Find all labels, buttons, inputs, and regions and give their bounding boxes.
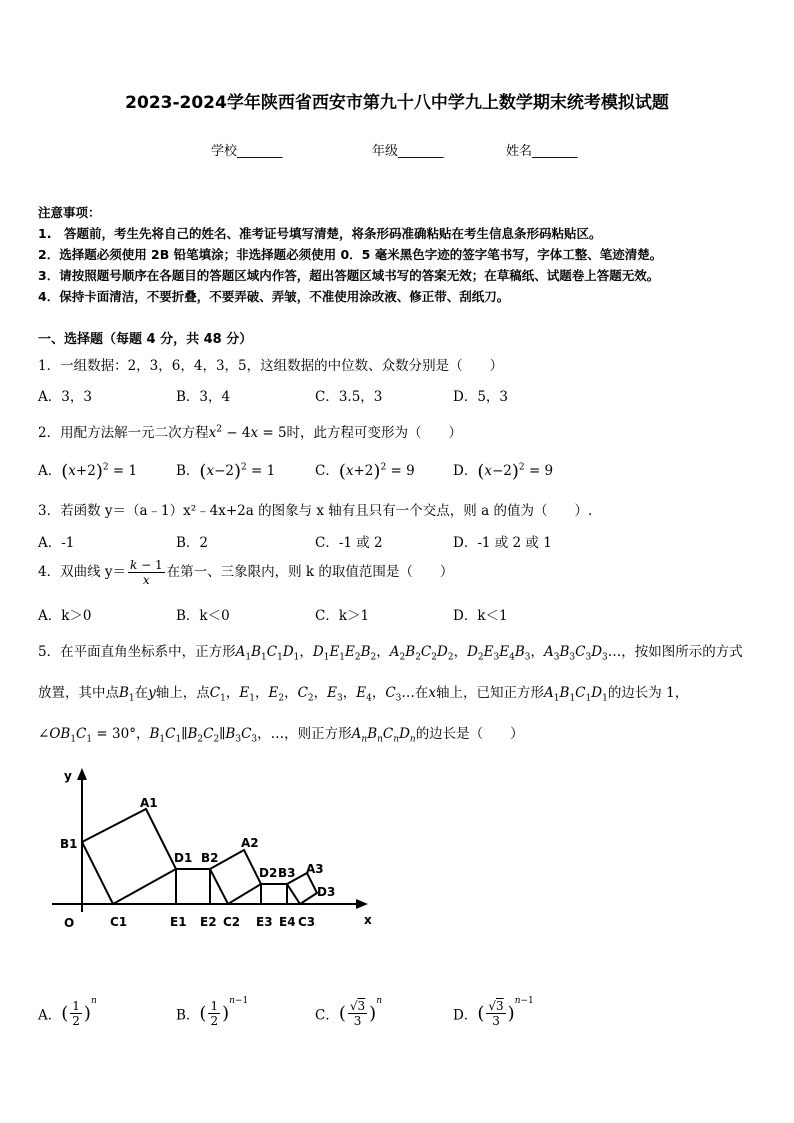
question-5-line-3: $\angle OB_1C_1 = 30^\circ$，$B_1C_1\parallel B_2C_2\parallel B_3C_3$，…，则正方形$A_nB_nC_nD_n$的边长是（ ） xyxy=(38,726,524,745)
label-y: y xyxy=(64,769,72,783)
label-c3: C3 xyxy=(298,915,316,929)
note-item: 4．保持卡面清洁，不要折叠，不要弄破、弄皱，不准使用涂改液、修正带、刮纸刀。 xyxy=(38,289,510,304)
label-d3: D3 xyxy=(317,885,336,899)
q4-option-a: A．k＞0 xyxy=(38,608,92,624)
q2-option-d: D．$(x-2)^2 = 9$ xyxy=(453,461,554,482)
x-axis-arrow xyxy=(356,899,368,909)
label-e1: E1 xyxy=(170,915,187,929)
label-b2: B2 xyxy=(201,851,219,865)
grade-field: 年级_______ xyxy=(372,144,444,159)
q1-option-b: B．3，4 xyxy=(176,389,231,405)
label-b1: B1 xyxy=(60,837,78,851)
q4-text-pre: 4．双曲线 y＝ xyxy=(38,564,127,580)
label-c2: C2 xyxy=(223,915,241,929)
q2-text-pre: 2．用配方法解一元二次方程 xyxy=(38,425,209,441)
label-a2: A2 xyxy=(241,836,259,850)
question-1-stem: 1．一组数据：2，3，6，4，3，5，这组数据的中位数、众数分别是（ ） xyxy=(38,358,504,374)
q2-option-a: A．$(x+2)^2 = 1$ xyxy=(38,461,138,482)
q4-option-d: D．k＜1 xyxy=(453,608,508,624)
section-heading: 一、选择题（每题 4 分，共 48 分） xyxy=(38,332,253,347)
y-axis-arrow xyxy=(77,768,87,780)
q5-option-b: B．( $\frac{1}{2}$ )$^{n-1}$ xyxy=(176,996,249,1028)
label-e4: E4 xyxy=(279,915,296,929)
name-field: 姓名_______ xyxy=(506,144,578,159)
squares-figure xyxy=(48,762,388,942)
q4-text-post: 在第一、三象限内，则 k 的取值范围是（ ） xyxy=(166,564,454,580)
label-x: x xyxy=(364,913,372,927)
label-c1: C1 xyxy=(110,915,128,929)
q2-option-c: C．$(x+2)^2 = 9$ xyxy=(315,461,415,482)
label-d2: D2 xyxy=(259,866,278,880)
q2-equation: $x^2 - 4x = 5$ xyxy=(208,424,287,441)
question-5-line-1: 5．在平面直角坐标系中，正方形$A_1B_1C_1D_1$，$D_1E_1E_2B_2$，$A_2B_2C_2D_2$，$D_2E_3E_4B_3$，$A_3B_3C_3D_3\dots$，按如图所示的方式 xyxy=(38,644,743,663)
label-a3: A3 xyxy=(306,862,324,876)
q4-option-c: C．k＞1 xyxy=(315,608,370,624)
note-item: 3．请按照题号顺序在各题目的答题区域内作答，超出答题区域书写的答案无效；在草稿纸、试题卷上答题无效。 xyxy=(38,268,660,283)
question-3-stem: 3．若函数 y＝（a﹣1）x²﹣4x+2a 的图象与 x 轴有且只有一个交点，则 a 的值为（ ）. xyxy=(38,503,593,519)
label-e3: E3 xyxy=(256,915,273,929)
q1-option-c: C．3.5，3 xyxy=(315,389,383,405)
notes-heading: 注意事项： xyxy=(38,205,101,220)
label-e2: E2 xyxy=(200,915,217,929)
q1-option-d: D．5，3 xyxy=(453,389,509,405)
question-5-line-2: 放置，其中点$B_1$在y轴上，点$C_1$，$E_1$，$E_2$，$C_2$，$E_3$，$E_4$，$C_3\dots$在x轴上，已知正方形$A_1B_1C_1D_1$的边长为 1， xyxy=(38,685,689,704)
label-b3: B3 xyxy=(278,866,296,880)
square-d1e1e2b2 xyxy=(176,869,210,904)
school-field: 学校_______ xyxy=(211,144,283,159)
question-4-stem xyxy=(38,558,453,587)
q2-option-b: B．$(x-2)^2 = 1$ xyxy=(176,461,276,482)
q1-option-a: A．3，3 xyxy=(38,389,92,405)
question-2-stem xyxy=(38,421,462,441)
page-title: 2023-2024学年陕西省西安市第九十八中学九上数学期末统考模拟试题 xyxy=(125,93,669,113)
q2-text-post: 时，此方程可变形为（ ） xyxy=(286,425,463,441)
note-item: 2．选择题必须使用 2B 铅笔填涂；非选择题必须使用 0．5 毫米黑色字迹的签字笔书写，字体工整、笔迹清楚。 xyxy=(38,247,663,262)
q3-option-a: A．-1 xyxy=(38,535,75,551)
q5-option-a: A．( $\frac{1}{2}$ )$^n$ xyxy=(38,996,97,1028)
q3-option-b: B．2 xyxy=(176,535,209,551)
square-d2e3e4b3 xyxy=(261,884,287,904)
q5-option-d: D．( $\frac{√3}{3}$ )$^{n-1}$ xyxy=(453,996,534,1028)
square-1 xyxy=(82,809,176,904)
q5-option-c: C．( $\frac{√3}{3}$ )$^n$ xyxy=(315,996,382,1028)
q4-fraction: $\frac{k - 1}{x}$ xyxy=(130,558,163,587)
q4-option-b: B．k＜0 xyxy=(176,608,230,624)
label-d1: D1 xyxy=(174,851,193,865)
note-item: 1. 答题前，考生先将自己的姓名、准考证号填写清楚，将条形码准确粘贴在考生信息条形码粘贴区。 xyxy=(38,226,602,241)
label-a1: A1 xyxy=(140,796,158,810)
q3-option-c: C．-1 或 2 xyxy=(315,535,383,551)
q3-option-d: D．-1 或 2 或 1 xyxy=(453,535,552,551)
label-o: O xyxy=(64,916,75,930)
